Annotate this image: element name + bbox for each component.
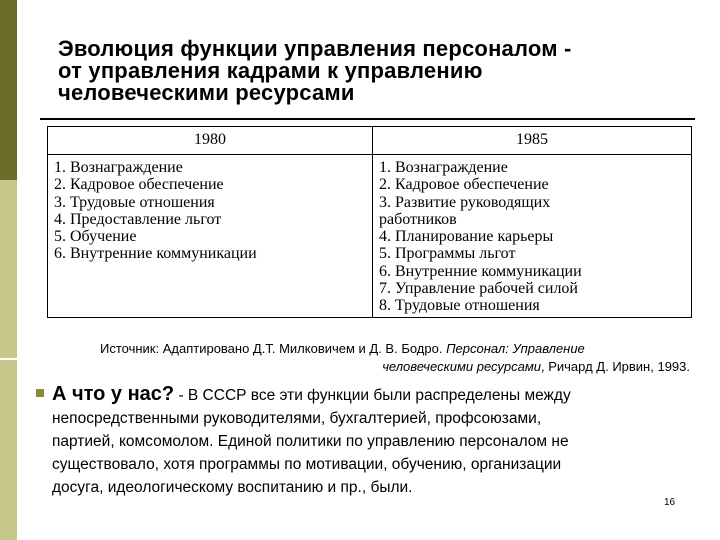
bullet-square-icon [36, 389, 44, 397]
body-line-4: существовало, хотя программы по мотивации, обучению, организации [52, 456, 562, 473]
source-book-title-1: Персонал: Управление [446, 341, 585, 356]
title-line-1: Эволюция функции управления персоналом - [58, 36, 572, 61]
source-citation [70, 340, 692, 376]
table-header-row [48, 127, 692, 155]
source-book-title-2: человеческими ресурсами [382, 359, 541, 374]
body-line-2: непосредственными руководителями, бухгалтерией, профсоюзами, [52, 410, 542, 427]
side-bar-segment-light-bottom [0, 360, 17, 540]
list-item: 8. Трудовые отношения [379, 297, 540, 315]
table-row [48, 155, 692, 318]
list-item: 4. Планирование карьеры [379, 228, 554, 246]
body-line-3: партией, комсомолом. Единой политики по управлению персоналом не [52, 433, 569, 450]
list-item: 5. Программы льгот [379, 245, 516, 263]
side-bar-segment-light [0, 180, 17, 360]
list-item: 7. Управление рабочей силой [379, 280, 578, 298]
title-underline [40, 118, 695, 120]
body-line-1: - В СССР все эти функции были распределены между [174, 387, 571, 404]
slide-side-bar [0, 0, 17, 540]
body-paragraph [52, 383, 702, 499]
list-item: 1. Вознаграждение [379, 159, 508, 176]
list-item: 6. Внутренние коммуникации [54, 245, 257, 263]
list-item: 3. Развитие руководящих [379, 193, 551, 211]
list-item: 1. Вознаграждение [54, 159, 183, 176]
body-lead-question: А что у нас? [52, 383, 175, 405]
list-item: 4. Предоставление льгот [54, 210, 222, 228]
page-number: 16 [664, 497, 676, 508]
source-prefix: Источник: Адаптировано Д.Т. Милковичем и Д. В. Бодро. [100, 341, 447, 356]
title-line-2: от управления кадрами к управлению [58, 58, 483, 83]
list-item: 2. Кадровое обеспечение [54, 176, 224, 194]
cell-1985-functions [373, 155, 692, 318]
cell-1980-functions [48, 155, 373, 318]
header-1985: 1985 [373, 127, 692, 155]
title-line-3: человеческими ресурсами [58, 80, 355, 105]
slide-title [58, 38, 698, 104]
list-item: 5. Обучение [54, 228, 137, 246]
comparison-table [47, 126, 692, 318]
header-1980: 1980 [48, 127, 373, 155]
list-item: работников [379, 210, 457, 228]
side-bar-segment-dark [0, 0, 17, 180]
source-suffix: , Ричард Д. Ирвин, 1993. [541, 359, 690, 374]
side-bar-divider [0, 358, 17, 360]
list-item: 6. Внутренние коммуникации [379, 262, 582, 280]
body-line-5: досуга, идеологическому воспитанию и пр., были. [52, 479, 413, 496]
list-item: 2. Кадровое обеспечение [379, 176, 549, 194]
list-item: 3. Трудовые отношения [54, 193, 215, 211]
